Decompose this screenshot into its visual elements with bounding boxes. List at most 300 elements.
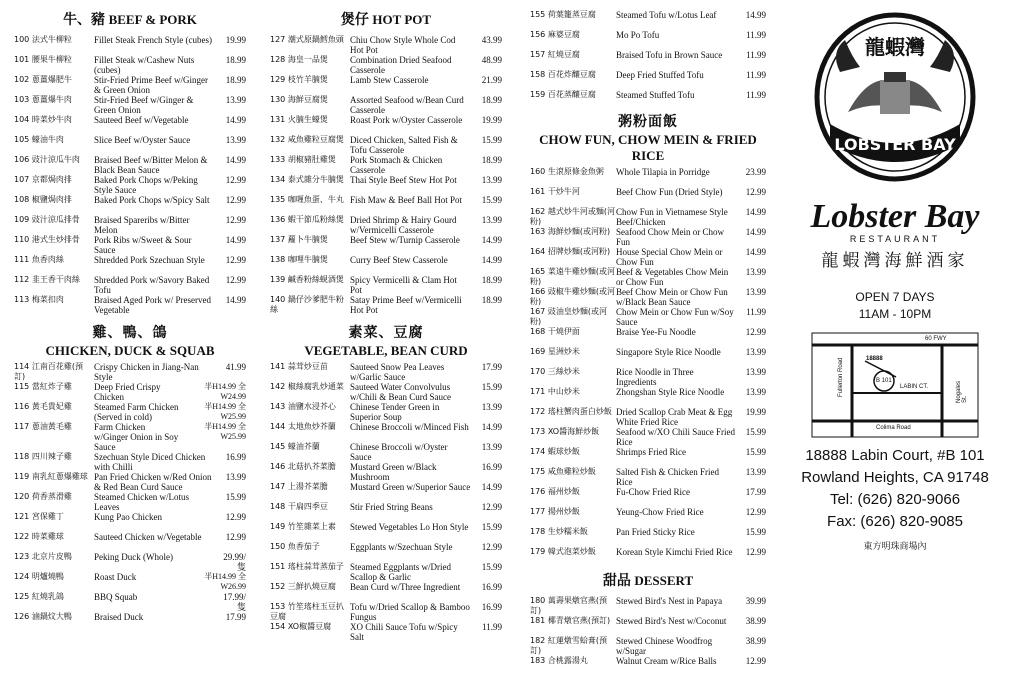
item-name-zh: 海鮮炒麵(或河粉) bbox=[547, 227, 611, 236]
menu-item bbox=[270, 55, 502, 75]
item-price: 半H14.99 全W24.99 bbox=[204, 382, 246, 401]
item-name-zh: 明爐燒鴨 bbox=[31, 572, 64, 581]
item-name-en: Peking Duck (Whole) bbox=[94, 552, 173, 562]
item-name-en: Roast Duck bbox=[94, 572, 137, 582]
item-number: 143 bbox=[270, 402, 286, 411]
item-name-zh: 生炒糯米飯 bbox=[547, 527, 588, 536]
item-number-zh bbox=[530, 10, 616, 20]
menu-item bbox=[14, 275, 246, 295]
item-price: 38.99 bbox=[745, 636, 766, 646]
item-name-zh: 竹笙雜菜上素 bbox=[287, 522, 336, 531]
item-price: 12.99 bbox=[481, 542, 502, 552]
item-price: 12.99 bbox=[225, 255, 246, 265]
menu-item bbox=[270, 135, 502, 155]
item-price: 14.99 bbox=[481, 235, 502, 245]
item-number: 121 bbox=[14, 512, 30, 521]
item-price: 15.99 bbox=[225, 492, 246, 502]
item-price: 半H14.99 全W25.99 bbox=[204, 402, 246, 421]
menu-item bbox=[14, 612, 246, 632]
location-map bbox=[810, 331, 980, 439]
item-name-zh: 紅燒豆腐 bbox=[547, 50, 580, 59]
item-name-en: Fish Maw & Beef Ball Hot Pot bbox=[350, 195, 462, 205]
menu-item bbox=[14, 492, 246, 512]
menu-item bbox=[14, 115, 246, 135]
item-price: 14.99 bbox=[745, 10, 766, 20]
item-name-zh: 港式生炒排骨 bbox=[31, 235, 80, 244]
item-number-zh bbox=[270, 275, 350, 285]
item-price: 13.99 bbox=[745, 347, 766, 357]
menu-item bbox=[14, 402, 246, 422]
item-name-zh: 百花蒸釀豆腐 bbox=[547, 90, 596, 99]
item-number: 147 bbox=[270, 482, 286, 491]
item-name-en: Shrimps Fried Rice bbox=[616, 447, 686, 457]
item-name-zh: 鹹香粉絲蜆酒煲 bbox=[287, 275, 344, 284]
menu-item bbox=[530, 347, 766, 367]
item-name-en: Lamb Stew Casserole bbox=[350, 75, 429, 85]
menu-item bbox=[270, 95, 502, 115]
item-number-zh bbox=[530, 227, 616, 237]
item-number: 115 bbox=[14, 382, 30, 391]
item-name-zh: 竹笙瑤柱玉豆扒豆腐 bbox=[270, 602, 344, 621]
item-number: 178 bbox=[530, 527, 546, 536]
item-price: 11.99 bbox=[482, 622, 502, 632]
item-price: 12.99 bbox=[745, 656, 766, 666]
item-price: 12.99 bbox=[225, 215, 246, 225]
item-name-en: Braise Yee-Fu Noodle bbox=[616, 327, 696, 337]
item-number: 179 bbox=[530, 547, 546, 556]
item-name-zh: 法式牛柳粒 bbox=[31, 35, 72, 44]
item-price: 12.99 bbox=[225, 532, 246, 542]
item-name-zh: 上湯芥菜膽 bbox=[287, 482, 328, 491]
item-name-en: Braised Beef w/Bitter Melon & Black Bean Sauce bbox=[94, 155, 208, 175]
brand-name: Lobster Bay bbox=[810, 198, 980, 235]
item-number-zh bbox=[14, 512, 94, 522]
section-title-zh: 煲仔 bbox=[340, 13, 369, 28]
item-number: 168 bbox=[530, 327, 546, 336]
item-number: 149 bbox=[270, 522, 286, 531]
item-name-zh: 咸魚雞粒豆腐煲 bbox=[287, 135, 344, 144]
item-name-zh: 三絲炒米 bbox=[547, 367, 580, 376]
brand-sub: RESTAURANT bbox=[849, 234, 941, 244]
item-name-zh: 南乳紅蔥爆雞球 bbox=[31, 472, 88, 481]
logo-text-zh: 龍蝦灣 bbox=[865, 35, 925, 59]
item-name-zh: 梅菜扣肉 bbox=[31, 295, 64, 304]
menu-item bbox=[530, 547, 766, 567]
item-price: 18.99 bbox=[481, 275, 502, 285]
item-name-zh: 菜遠牛雞炒麵(或河粉) bbox=[530, 267, 615, 286]
item-name-zh: 咖哩牛腩煲 bbox=[287, 255, 328, 264]
item-price: 12.99 bbox=[225, 275, 246, 285]
item-number: 124 bbox=[14, 572, 30, 581]
item-name-en: Chow Fun in Vietnamese Style Beef/Chicken bbox=[616, 207, 728, 227]
item-number: 180 bbox=[530, 596, 546, 605]
item-name-zh: 豉汁涼瓜排骨 bbox=[31, 215, 80, 224]
menu-item bbox=[530, 287, 766, 307]
item-number-zh bbox=[14, 402, 94, 412]
item-name-zh: 荷香蒸滑雞 bbox=[31, 492, 72, 501]
menu-item bbox=[270, 582, 502, 602]
menu-item bbox=[270, 255, 502, 275]
item-number-zh bbox=[270, 55, 350, 65]
section-header-hotpot bbox=[270, 10, 502, 31]
item-number: 173 bbox=[530, 427, 546, 436]
menu-item bbox=[14, 55, 246, 75]
item-number-zh bbox=[530, 327, 616, 337]
item-number: 118 bbox=[14, 452, 30, 461]
item-name-zh: 腰果牛柳粒 bbox=[31, 55, 72, 64]
menu-item bbox=[14, 215, 246, 235]
item-name-en: Farm Chicken w/Ginger Onion in Soy Sauce bbox=[94, 422, 179, 452]
item-price: 13.99 bbox=[745, 467, 766, 477]
item-name-en: Pan Fried Chicken w/Red Onion & Red Bean Curd Sauce bbox=[94, 472, 212, 492]
item-name-zh: 招牌炒麵(或河粉) bbox=[547, 247, 611, 256]
menu-item bbox=[530, 327, 766, 347]
menu-item bbox=[530, 90, 766, 110]
item-name-en: Dried Scallop Crab Meat & Egg White Fried Rice bbox=[616, 407, 733, 427]
item-name-en: Pork Ribs w/Sweet & Sour Sauce bbox=[94, 235, 192, 255]
item-name-zh: 江南百花雞(預訂) bbox=[14, 362, 83, 381]
item-name-en: XO Chili Sauce Tofu w/Spicy Salt bbox=[350, 622, 458, 642]
item-number: 158 bbox=[530, 70, 546, 79]
item-price: 11.99 bbox=[746, 90, 766, 100]
item-price: 13.99 bbox=[481, 402, 502, 412]
item-name-en: Sauteed Snow Pea Leaves w/Garlic Sauce bbox=[350, 362, 445, 382]
menu-item bbox=[530, 247, 766, 267]
item-name-en: Thai Style Beef Stew Hot Pot bbox=[350, 175, 457, 185]
item-number-zh bbox=[530, 427, 616, 437]
item-name-en: Walnut Cream w/Rice Balls bbox=[616, 656, 717, 666]
item-number-zh bbox=[530, 367, 616, 377]
item-number-zh bbox=[14, 612, 94, 622]
item-number-zh bbox=[530, 527, 616, 537]
item-number-zh bbox=[530, 267, 616, 287]
item-name-zh: 豉油皇炒麵(或河粉) bbox=[530, 307, 607, 326]
item-name-zh: 北京片皮鴨 bbox=[31, 552, 72, 561]
item-price: 43.99 bbox=[481, 35, 502, 45]
item-number-zh bbox=[270, 362, 350, 372]
item-name-zh: 潮式原鍋鱈魚頭 bbox=[287, 35, 344, 44]
section-title-zh: 粥粉面飯 bbox=[618, 115, 678, 130]
item-number: 148 bbox=[270, 502, 286, 511]
item-number: 160 bbox=[530, 167, 546, 176]
item-price: 23.99 bbox=[745, 167, 766, 177]
menu-column-3 bbox=[530, 10, 766, 676]
item-number-zh bbox=[530, 247, 616, 257]
item-number: 156 bbox=[530, 30, 546, 39]
item-name-en: Shredded Pork Szechuan Style bbox=[94, 255, 205, 265]
item-name-en: Seafood w/XO Chili Sauce Fried Rice bbox=[616, 427, 735, 447]
item-number: 125 bbox=[14, 592, 30, 601]
item-name-en: Eggplants w/Szechuan Style bbox=[350, 542, 453, 552]
item-number-zh bbox=[14, 592, 94, 602]
item-number-zh bbox=[14, 422, 94, 432]
item-price: 12.99 bbox=[225, 195, 246, 205]
item-number: 151 bbox=[270, 562, 286, 571]
item-name-en: Chiu Chow Style Whole Cod Hot Pot bbox=[350, 35, 456, 55]
item-name-zh: 瑤柱蟹肉蛋白炒飯 bbox=[547, 407, 612, 416]
item-name-en: Salted Fish & Chicken Fried Rice bbox=[616, 467, 719, 487]
logo-text-en: LOBSTER BAY bbox=[834, 135, 956, 154]
item-number: 139 bbox=[270, 275, 286, 284]
item-price: 13.99 bbox=[225, 95, 246, 105]
item-number-zh bbox=[14, 362, 94, 382]
item-number-zh bbox=[14, 532, 94, 542]
menu-item bbox=[530, 267, 766, 287]
item-price: 17.99 bbox=[745, 487, 766, 497]
item-name-en: Zhongshan Style Rice Noodle bbox=[616, 387, 725, 397]
item-name-en: Braised Spareribs w/Bitter Melon bbox=[94, 215, 190, 235]
item-name-zh: 泰式雜分牛腩煲 bbox=[287, 175, 344, 184]
item-price: 18.99 bbox=[225, 75, 246, 85]
item-name-en: Beef & Vegetables Chow Mein or Chow Fun bbox=[616, 267, 729, 287]
item-name-en: Diced Chicken, Salted Fish & Tofu Casserole bbox=[350, 135, 458, 155]
item-number: 138 bbox=[270, 255, 286, 264]
item-name-en: Beef Chow Mein or Chow Fun w/Black Bean Sauce bbox=[616, 287, 728, 307]
item-price: 17.99 bbox=[481, 362, 502, 372]
menu-item bbox=[530, 70, 766, 90]
item-name-en: Kung Pao Chicken bbox=[94, 512, 162, 522]
item-price: 16.99 bbox=[481, 602, 502, 612]
item-number-zh bbox=[270, 255, 350, 265]
item-name-zh: XO椒醬豆腐 bbox=[287, 622, 332, 631]
item-price: 14.99 bbox=[225, 235, 246, 245]
item-name-zh: 干炒牛河 bbox=[547, 187, 580, 196]
item-price: 14.99 bbox=[225, 295, 246, 305]
item-number: 134 bbox=[270, 175, 286, 184]
item-price: 18.99 bbox=[225, 55, 246, 65]
menu-item bbox=[530, 50, 766, 70]
menu-item bbox=[14, 452, 246, 472]
item-price: 18.99 bbox=[481, 95, 502, 105]
item-number: 122 bbox=[14, 532, 30, 541]
menu-item bbox=[14, 295, 246, 315]
item-name-zh: 魚香肉絲 bbox=[31, 255, 64, 264]
item-number-zh bbox=[270, 135, 350, 145]
item-number: 174 bbox=[530, 447, 546, 456]
menu-item bbox=[270, 155, 502, 175]
item-price: 13.99 bbox=[481, 175, 502, 185]
item-number: 114 bbox=[14, 362, 30, 371]
item-price: 12.99 bbox=[745, 547, 766, 557]
item-price: 14.99 bbox=[745, 247, 766, 257]
menu-item bbox=[530, 656, 766, 676]
menu-item bbox=[530, 507, 766, 527]
item-number-zh bbox=[14, 235, 94, 245]
item-price: 15.99 bbox=[481, 522, 502, 532]
item-number: 123 bbox=[14, 552, 30, 561]
item-name-zh: 紅燒乳鴿 bbox=[31, 592, 64, 601]
item-number: 152 bbox=[270, 582, 286, 591]
item-price: 29.99/隻 bbox=[223, 552, 246, 572]
menu-item bbox=[14, 382, 246, 402]
menu-item bbox=[530, 187, 766, 207]
item-number: 130 bbox=[270, 95, 286, 104]
item-number: 101 bbox=[14, 55, 30, 64]
item-price: 17.99/隻 bbox=[223, 592, 246, 612]
item-number-zh bbox=[530, 207, 616, 227]
item-price: 19.99 bbox=[481, 115, 502, 125]
menu-item bbox=[270, 75, 502, 95]
item-list bbox=[530, 167, 766, 567]
item-name-zh: 北菇扒芥菜膽 bbox=[287, 462, 336, 471]
item-price: 15.99 bbox=[481, 562, 502, 572]
item-number: 182 bbox=[530, 636, 546, 645]
item-name-en: Combination Dried Seafood Casserole bbox=[350, 55, 452, 75]
item-number: 116 bbox=[14, 402, 30, 411]
item-number-zh bbox=[14, 452, 94, 462]
item-number: 144 bbox=[270, 422, 286, 431]
item-number-zh bbox=[14, 572, 94, 582]
menu-item bbox=[530, 30, 766, 50]
menu-item bbox=[530, 307, 766, 327]
item-price: 13.99 bbox=[745, 267, 766, 277]
section-title-zh: 素菜、豆腐 bbox=[348, 326, 424, 341]
item-number: 155 bbox=[530, 10, 546, 19]
item-name-zh: 蠔油芥蘭 bbox=[287, 442, 320, 451]
brand-block bbox=[778, 200, 1012, 271]
lobster-bay-logo bbox=[810, 12, 980, 182]
menu-item bbox=[270, 275, 502, 295]
item-number-zh bbox=[270, 502, 350, 512]
item-price: 14.99 bbox=[481, 255, 502, 265]
item-number: 117 bbox=[14, 422, 30, 431]
item-number: 126 bbox=[14, 612, 30, 621]
item-name-en: Sauteed Water Convolvulus w/Chili & Bean Curd Sauce bbox=[350, 382, 451, 402]
item-number-zh bbox=[530, 487, 616, 497]
item-name-zh: 中山炒米 bbox=[547, 387, 580, 396]
item-name-zh: XO醬海鮮炒飯 bbox=[547, 427, 600, 436]
menu-item bbox=[14, 235, 246, 255]
section-title-zh: 甜品 bbox=[602, 574, 631, 589]
item-name-zh: 蔥薑爆肥牛 bbox=[31, 75, 72, 84]
item-name-en: Rice Noodle in Three Ingredients bbox=[616, 367, 694, 387]
item-name-zh: 鍋仔沙爹肥牛粉絲 bbox=[270, 295, 344, 314]
item-number-zh bbox=[270, 422, 350, 432]
item-name-zh: 時菜炒牛肉 bbox=[31, 115, 72, 124]
item-price: 18.99 bbox=[481, 155, 502, 165]
item-name-zh: 越式炒牛河或麵(河粉) bbox=[530, 207, 615, 226]
menu-item bbox=[270, 442, 502, 462]
item-name-en: Steamed Tofu w/Lotus Leaf bbox=[616, 10, 717, 20]
menu-item bbox=[530, 487, 766, 507]
item-number: 164 bbox=[530, 247, 546, 256]
item-name-zh: 合桃露湯丸 bbox=[547, 656, 588, 665]
item-name-en: Beef Stew w/Turnip Casserole bbox=[350, 235, 460, 245]
item-price: 11.99 bbox=[746, 70, 766, 80]
item-name-zh: 當紅炸子雞 bbox=[31, 382, 72, 391]
item-price: 13.99 bbox=[745, 367, 766, 377]
item-name-en: Dried Shrimp & Hairy Gourd w/Vermicelli Casserole bbox=[350, 215, 457, 235]
item-name-en: Yeung-Chow Fried Rice bbox=[616, 507, 704, 517]
item-name-en: Stewed Chinese Woodfrog w/Sugar bbox=[616, 636, 713, 656]
map-label-unit: B 101 bbox=[876, 378, 892, 384]
menu-item bbox=[14, 155, 246, 175]
menu-item bbox=[270, 422, 502, 442]
menu-item bbox=[530, 527, 766, 547]
item-number-zh bbox=[14, 472, 94, 482]
menu-item bbox=[14, 135, 246, 155]
item-number: 103 bbox=[14, 95, 30, 104]
menu-item bbox=[270, 462, 502, 482]
item-name-en: Slice Beef w/Oyster Sauce bbox=[94, 135, 191, 145]
item-name-en: Curry Beef Stew Casserole bbox=[350, 255, 448, 265]
item-name-en: Stir-Fried Beef w/Ginger & Green Onion bbox=[94, 95, 194, 115]
item-number: 163 bbox=[530, 227, 546, 236]
item-name-zh: 枝竹羊腩煲 bbox=[287, 75, 328, 84]
menu-item bbox=[14, 175, 246, 195]
item-name-zh: 胡椒豬肚雞煲 bbox=[287, 155, 336, 164]
item-name-en: Tofu w/Dried Scallop & Bamboo Fungus bbox=[350, 602, 470, 622]
item-price: 11.99 bbox=[746, 50, 766, 60]
item-number: 142 bbox=[270, 382, 286, 391]
item-number: 145 bbox=[270, 442, 286, 451]
section-title-en: DESSERT bbox=[634, 573, 694, 588]
item-number-zh bbox=[530, 187, 616, 197]
item-number-zh bbox=[270, 582, 350, 592]
item-number: 120 bbox=[14, 492, 30, 501]
item-list bbox=[530, 596, 766, 676]
item-name-zh: 咸魚雞粒炒飯 bbox=[547, 467, 596, 476]
item-price: 12.99 bbox=[745, 327, 766, 337]
item-name-en: Chinese Broccoli w/Oyster Sauce bbox=[350, 442, 448, 462]
item-number: 102 bbox=[14, 75, 30, 84]
item-price: 14.99 bbox=[481, 482, 502, 492]
section-title-en: CHOW FUN, CHOW MEIN & FRIED RICE bbox=[539, 132, 757, 163]
item-name-en: Steamed Eggplants w/Dried Scallop & Garlic bbox=[350, 562, 451, 582]
item-number: 105 bbox=[14, 135, 30, 144]
item-list bbox=[270, 35, 502, 315]
item-number-zh bbox=[270, 295, 350, 315]
item-name-en: Chinese Tender Green in Superior Soup bbox=[350, 402, 440, 422]
item-price: 21.99 bbox=[481, 75, 502, 85]
item-number-zh bbox=[270, 482, 350, 492]
item-price: 38.99 bbox=[745, 616, 766, 626]
item-number: 119 bbox=[14, 472, 30, 481]
item-name-zh: 韭王香干肉絲 bbox=[31, 275, 80, 284]
item-number-zh bbox=[14, 35, 94, 45]
item-price: 16.99 bbox=[481, 462, 502, 472]
item-number-zh bbox=[530, 616, 616, 626]
item-number-zh bbox=[530, 447, 616, 457]
menu-item bbox=[14, 512, 246, 532]
item-price: 17.99 bbox=[225, 612, 246, 622]
item-name-zh: 蠔油牛肉 bbox=[31, 135, 64, 144]
section-title-zh: 雞、鴨、鴿 bbox=[92, 326, 168, 341]
item-price: 11.99 bbox=[746, 307, 766, 317]
item-list bbox=[530, 10, 766, 110]
item-name-zh: 福州炒飯 bbox=[547, 487, 580, 496]
item-price: 13.99 bbox=[745, 287, 766, 297]
item-name-zh: 蔥薑爆牛肉 bbox=[31, 95, 72, 104]
item-number-zh bbox=[270, 382, 350, 392]
item-number-zh bbox=[530, 70, 616, 80]
item-name-zh: 海皇一品煲 bbox=[287, 55, 328, 64]
item-number-zh bbox=[270, 95, 350, 105]
item-number-zh bbox=[530, 90, 616, 100]
item-price: 12.99 bbox=[225, 512, 246, 522]
item-number-zh bbox=[14, 95, 94, 105]
item-name-en: Stir Fried String Beans bbox=[350, 502, 433, 512]
item-price: 14.99 bbox=[481, 422, 502, 432]
menu-item bbox=[270, 402, 502, 422]
item-number: 111 bbox=[14, 255, 30, 264]
item-name-en: Braised Duck bbox=[94, 612, 144, 622]
item-number-zh bbox=[270, 402, 350, 412]
item-number-zh bbox=[530, 30, 616, 40]
menu-item bbox=[14, 75, 246, 95]
item-number: 133 bbox=[270, 155, 286, 164]
item-name-en: Shredded Pork w/Savory Baked Tofu bbox=[94, 275, 210, 295]
